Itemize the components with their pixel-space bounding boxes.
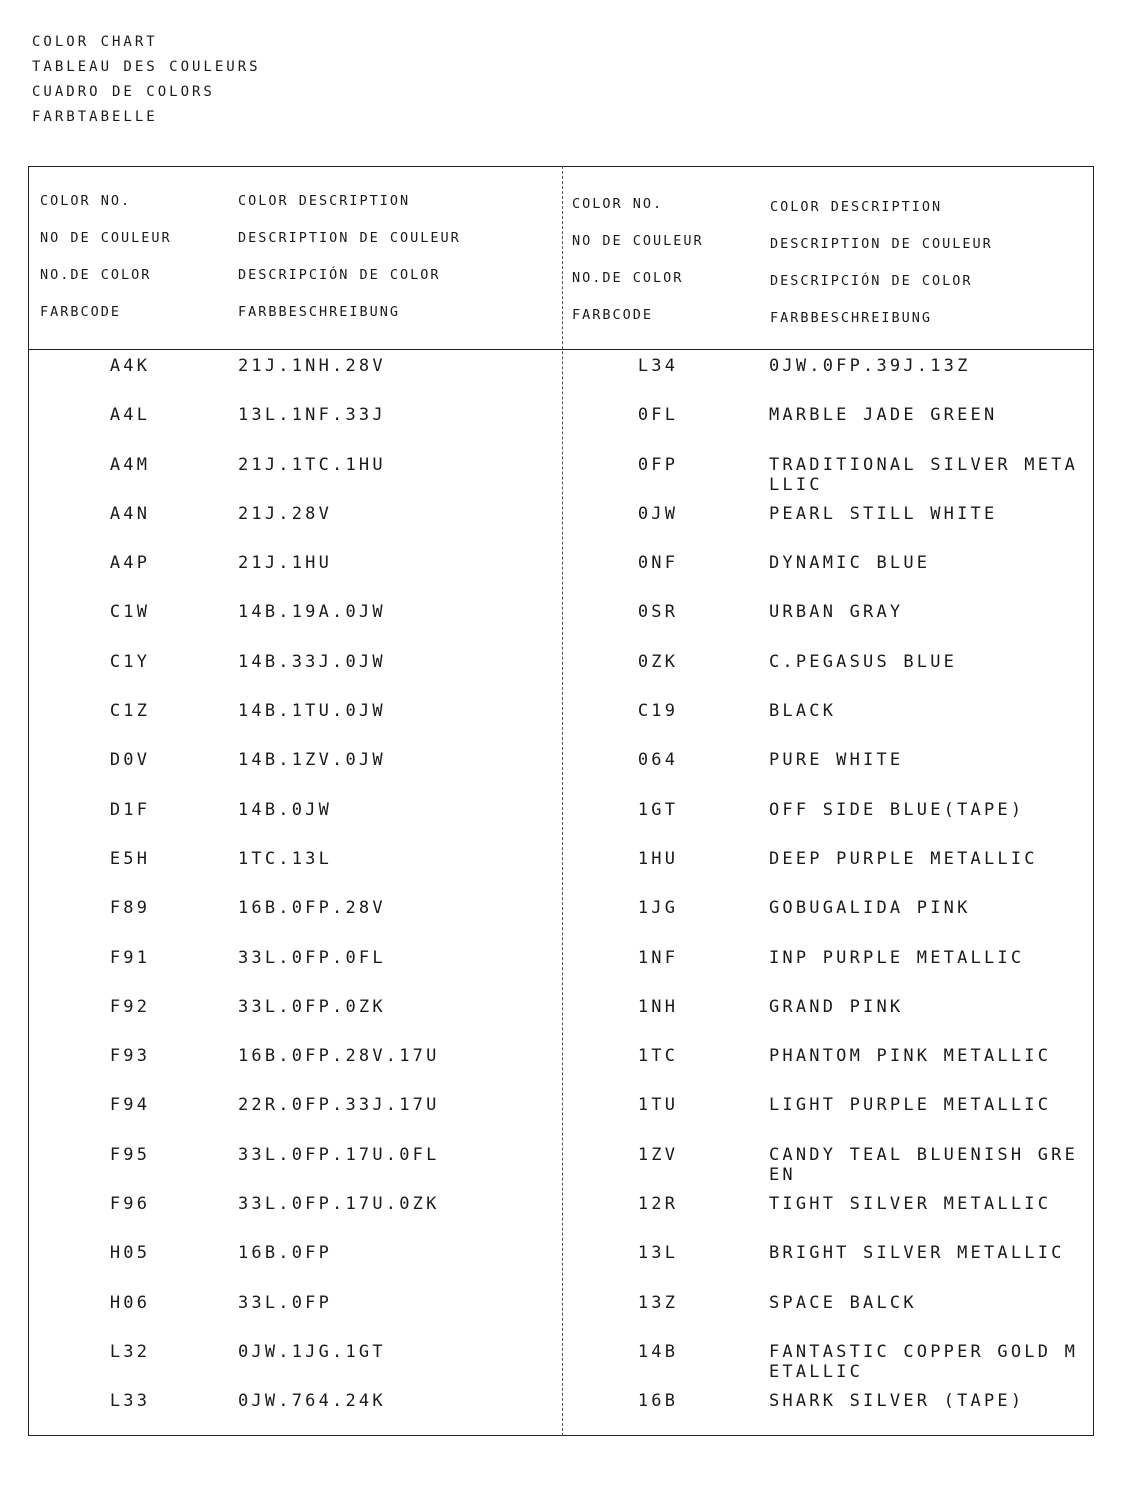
right-color-description: TRADITIONAL SILVER METALLIC [769,454,1079,495]
left-color-description: 14B.1ZV.0JW [238,750,386,771]
left-color-description: 33L.0FP.17U.0FL [238,1144,440,1165]
left-color-description: 14B.19A.0JW [238,602,386,623]
left-color-description: 22R.0FP.33J.17U [238,1095,440,1116]
right-color-description: PEARL STILL WHITE [769,503,998,524]
left-color-code: F89 [109,898,151,919]
header-text: NO DE COULEUR [572,233,704,249]
right-color-code: 1JG [637,898,679,919]
header-text: DESCRIPTION DE COULEUR [770,236,993,252]
right-color-description: FANTASTIC COPPER GOLD METALLIC [769,1341,1079,1382]
table-row [28,991,1094,1040]
right-color-code: C19 [637,701,679,722]
right-color-description: URBAN GRAY [769,602,904,623]
right-color-code: 0ZK [637,651,679,672]
table-row [28,646,1094,695]
left-color-description: 21J.1HU [238,553,333,574]
left-color-code: H06 [109,1292,151,1313]
header-text: COLOR DESCRIPTION [238,193,411,209]
right-color-code: 13Z [637,1292,679,1313]
table-row [28,1385,1094,1434]
right-color-code: 1TU [637,1095,679,1116]
left-color-description: 13L.1NF.33J [238,405,386,426]
right-color-code: 1GT [637,799,679,820]
color-table-body [28,350,1094,1435]
left-color-description: 21J.28V [238,503,333,524]
table-row [28,1040,1094,1089]
title-fr: TABLEAU DES COULEURS [32,59,261,75]
header-right-color-desc [770,189,993,337]
chart-titles [32,30,261,130]
left-color-code: L32 [109,1341,151,1362]
left-color-code: H05 [109,1243,151,1264]
right-color-description: C.PEGASUS BLUE [769,651,958,672]
left-color-description: 0JW.1JG.1GT [238,1341,386,1362]
header-text: FARBCODE [572,307,654,323]
right-color-code: L34 [637,356,679,376]
table-row [28,695,1094,744]
right-color-code: 1NF [637,947,679,968]
left-color-code: L33 [109,1391,151,1412]
header-text: DESCRIPCIÓN DE COLOR [770,273,973,289]
left-color-description: 0JW.764.24K [238,1391,386,1412]
right-color-code: 0JW [637,503,679,524]
table-row [28,399,1094,448]
right-color-description: DEEP PURPLE METALLIC [769,848,1038,869]
right-color-code: 0NF [637,553,679,574]
right-color-code: 12R [637,1194,679,1215]
right-color-code: 1ZV [637,1144,679,1165]
table-row [28,547,1094,596]
right-color-description: PHANTOM PINK METALLIC [769,1046,1052,1067]
header-text: NO DE COULEUR [40,230,172,246]
header-text: FARBBESCHREIBUNG [770,310,933,326]
left-color-code: D1F [109,799,151,820]
right-color-code: 064 [637,750,679,771]
left-color-description: 14B.0JW [238,799,333,820]
right-color-code: 14B [637,1341,679,1362]
right-color-description: BLACK [769,701,837,722]
header-text: DESCRIPTION DE COULEUR [238,230,461,246]
right-color-description: TIGHT SILVER METALLIC [769,1194,1052,1215]
left-color-code: E5H [109,848,151,869]
left-color-code: F92 [109,996,151,1017]
table-row [28,1188,1094,1237]
title-de: FARBTABELLE [32,109,158,125]
table-row [28,744,1094,793]
left-color-code: F96 [109,1194,151,1215]
right-color-code: 0FL [637,405,679,426]
left-color-description: 33L.0FP.0ZK [238,996,386,1017]
table-row [28,794,1094,843]
header-text: COLOR NO. [40,193,132,209]
table-row [28,1287,1094,1336]
table-row [28,350,1094,399]
left-color-code: F91 [109,947,151,968]
left-color-description: 14B.1TU.0JW [238,701,386,722]
right-color-description: SHARK SILVER (TAPE) [769,1391,1025,1412]
left-color-description: 21J.1NH.28V [238,356,386,376]
right-color-description: SPACE BALCK [769,1292,917,1313]
table-row [28,843,1094,892]
table-row [28,449,1094,498]
right-color-description: DYNAMIC BLUE [769,553,931,574]
left-color-code: A4K [109,356,151,376]
header-text: COLOR NO. [572,196,664,212]
left-color-code: D0V [109,750,151,771]
right-color-code: 13L [637,1243,679,1264]
header-right-color-no [572,186,704,334]
table-row [28,498,1094,547]
header-text: NO.DE COLOR [572,270,684,286]
left-color-description: 1TC.13L [238,848,333,869]
header-text: NO.DE COLOR [40,267,152,283]
left-color-code: A4L [109,405,151,426]
right-color-description: PURE WHITE [769,750,904,771]
table-row [28,1237,1094,1286]
header-text: COLOR DESCRIPTION [770,199,943,215]
table-row [28,1336,1094,1385]
header-text: DESCRIPCIÓN DE COLOR [238,267,441,283]
table-row [28,942,1094,991]
left-color-code: C1Z [109,701,151,722]
left-color-code: A4N [109,503,151,524]
right-color-description: LIGHT PURPLE METALLIC [769,1095,1052,1116]
header-text: FARBBESCHREIBUNG [238,304,401,320]
table-row [28,892,1094,941]
left-color-description: 16B.0FP.28V [238,898,386,919]
header-left-color-no [40,183,172,331]
left-color-code: C1Y [109,651,151,672]
right-color-description: INP PURPLE METALLIC [769,947,1025,968]
right-color-code: 16B [637,1391,679,1412]
table-row [28,1089,1094,1138]
table-row [28,1139,1094,1188]
right-color-description: 0JW.0FP.39J.13Z [769,356,971,376]
left-color-code: F93 [109,1046,151,1067]
title-es: CUADRO DE COLORS [32,84,215,100]
left-color-code: A4M [109,454,151,475]
right-color-code: 1HU [637,848,679,869]
right-color-description: BRIGHT SILVER METALLIC [769,1243,1065,1264]
left-color-description: 16B.0FP [238,1243,333,1264]
right-color-code: 0SR [637,602,679,623]
header-text: FARBCODE [40,304,122,320]
left-color-code: C1W [109,602,151,623]
right-color-code: 0FP [637,454,679,475]
left-color-description: 33L.0FP.17U.0ZK [238,1194,440,1215]
left-color-description: 14B.33J.0JW [238,651,386,672]
left-color-description: 16B.0FP.28V.17U [238,1046,440,1067]
right-color-description: MARBLE JADE GREEN [769,405,998,426]
right-color-code: 1TC [637,1046,679,1067]
table-row [28,596,1094,645]
left-color-code: A4P [109,553,151,574]
header-left-color-desc [238,183,461,331]
left-color-code: F94 [109,1095,151,1116]
left-color-description: 21J.1TC.1HU [238,454,386,475]
left-color-code: F95 [109,1144,151,1165]
right-color-description: OFF SIDE BLUE(TAPE) [769,799,1025,820]
left-color-description: 33L.0FP [238,1292,333,1313]
right-color-description: CANDY TEAL BLUENISH GREEN [769,1144,1079,1185]
right-color-description: GOBUGALIDA PINK [769,898,971,919]
right-color-code: 1NH [637,996,679,1017]
left-color-description: 33L.0FP.0FL [238,947,386,968]
title-en: COLOR CHART [32,34,158,50]
right-color-description: GRAND PINK [769,996,904,1017]
